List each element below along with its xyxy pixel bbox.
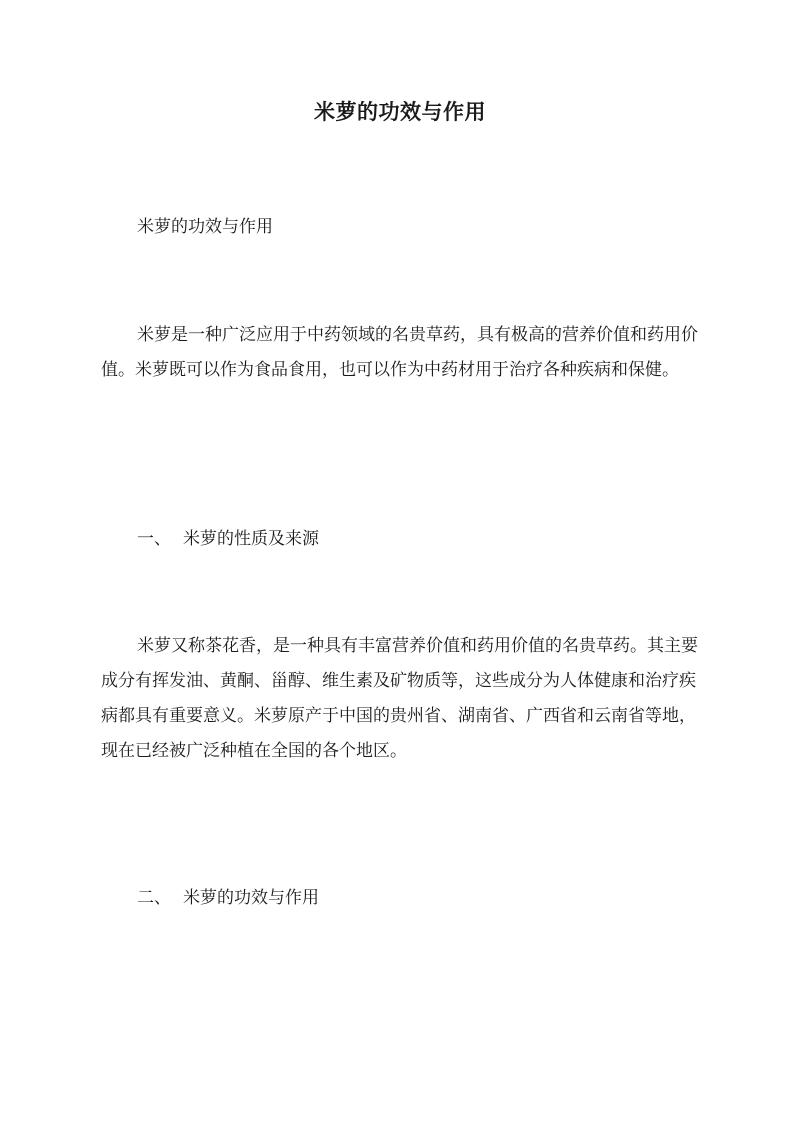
section-2-number: 二、 [137, 888, 171, 908]
document-title: 米萝的功效与作用 [314, 99, 486, 124]
section-1-title: 米萝的性质及来源 [183, 529, 319, 549]
document-subtitle: 米萝的功效与作用 [137, 217, 273, 237]
section-1-heading [137, 522, 319, 557]
section-1-number: 一、 [137, 529, 171, 549]
section-2-heading [137, 881, 319, 916]
section-1-paragraph: 米萝又称茶花香，是一种具有丰富营养价值和药用价值的名贵草药。其主要成分有挥发油、黄酮、甾醇、维生素及矿物质等，这些成分为人体健康和治疗疾病都具有重要意义。米萝原产于中国的贵州省、湖南省、广西省和云南省等地，现在已经被广泛种植在全国的各个地区。 [101, 636, 698, 761]
intro-paragraph: 米萝是一种广泛应用于中药领域的名贵草药，具有极高的营养价值和药用价值。米萝既可以作为食品食用，也可以作为中药材用于治疗各种疾病和保健。 [101, 325, 698, 380]
section-2-title: 米萝的功效与作用 [183, 888, 319, 908]
